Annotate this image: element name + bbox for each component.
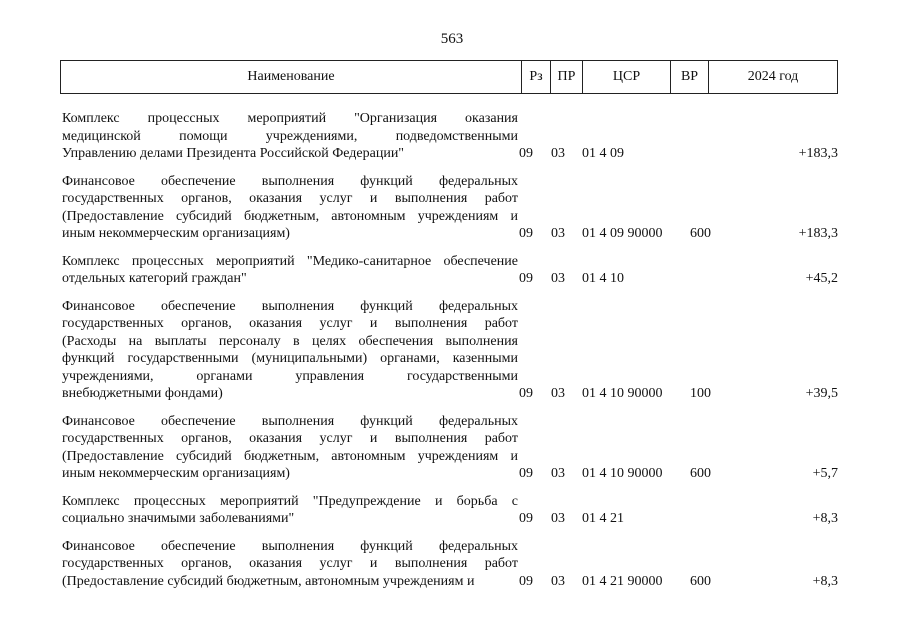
row-values xyxy=(62,465,838,483)
row-name-line: функций государственными (муниципальными) органами, казенными xyxy=(62,351,518,366)
row-name-line: (Предоставление субсидий бюджетным, автономным учреждениям и xyxy=(62,448,518,464)
row-csr: 01 4 21 xyxy=(582,511,624,526)
row-rz: 09 xyxy=(519,386,533,401)
table-header xyxy=(60,60,838,94)
table-row xyxy=(62,538,838,591)
row-name-line: государственных органов, оказания услуг и выполнения работ xyxy=(62,431,518,446)
row-amount: +8,3 xyxy=(812,573,838,589)
row-pr: 03 xyxy=(551,146,565,161)
row-name-line: медицинской помощи учреждениями, подведомственными xyxy=(62,128,518,144)
header-name: Наименование xyxy=(247,69,335,84)
row-csr: 01 4 21 90000 xyxy=(582,573,663,589)
row-name-line: Финансовое обеспечение выполнения функций федеральных xyxy=(62,298,518,314)
row-pr: 03 xyxy=(551,386,565,401)
row-vr: 600 xyxy=(690,226,711,241)
row-csr: 01 4 09 xyxy=(582,146,624,161)
row-values xyxy=(62,270,838,288)
header-vr: ВР xyxy=(670,61,708,93)
row-name-line: Финансовое обеспечение выполнения функций федеральных xyxy=(62,538,518,554)
table-row xyxy=(62,253,838,288)
row-rz: 09 xyxy=(519,511,533,526)
row-name-line: государственных органов, оказания услуг и выполнения работ xyxy=(62,191,518,206)
table-row xyxy=(62,413,838,483)
row-name-line: социально значимыми заболеваниями" xyxy=(62,511,295,526)
row-rz: 09 xyxy=(519,271,533,286)
row-name-line: отдельных категорий граждан" xyxy=(62,271,247,286)
row-vr: 600 xyxy=(690,573,711,589)
row-name-line: иным некоммерческим организациям) xyxy=(62,466,290,481)
row-pr: 03 xyxy=(551,226,565,241)
header-year: 2024 год xyxy=(708,61,837,93)
row-name-line: государственных органов, оказания услуг и выполнения работ xyxy=(62,556,518,571)
row-name-line: Комплекс процессных мероприятий "Организация оказания xyxy=(62,111,518,126)
row-vr: 600 xyxy=(690,466,711,481)
header-pr: ПР xyxy=(550,61,582,93)
row-name-line: (Предоставление субсидий бюджетным, автономным учреждениям и xyxy=(62,573,475,589)
row-name-line: Управлению делами Президента Российской Федерации" xyxy=(62,146,405,161)
table-row xyxy=(62,298,838,403)
table-row xyxy=(62,110,838,163)
row-csr: 01 4 10 90000 xyxy=(582,386,663,401)
row-rz: 09 xyxy=(519,573,533,589)
row-name-line: Финансовое обеспечение выполнения функций федеральных xyxy=(62,413,518,429)
row-amount: +39,5 xyxy=(805,386,838,401)
row-rz: 09 xyxy=(519,226,533,241)
row-values xyxy=(62,225,838,243)
row-name-line: государственных органов, оказания услуг и выполнения работ xyxy=(62,316,518,331)
row-amount: +183,3 xyxy=(798,226,838,241)
header-rz: Рз xyxy=(521,61,550,93)
row-name-line: Финансовое обеспечение выполнения функций федеральных xyxy=(62,173,518,189)
row-name-line: Комплекс процессных мероприятий "Предупреждение и борьба с xyxy=(62,493,518,509)
row-pr: 03 xyxy=(551,271,565,286)
row-name-line: внебюджетными фондами) xyxy=(62,386,223,401)
row-csr: 01 4 09 90000 xyxy=(582,226,663,241)
header-csr: ЦСР xyxy=(582,61,670,93)
row-values xyxy=(62,510,838,528)
row-amount: +5,7 xyxy=(812,466,838,481)
row-csr: 01 4 10 90000 xyxy=(582,466,663,481)
row-vr: 100 xyxy=(690,386,711,401)
row-name-line: (Предоставление субсидий бюджетным, автономным учреждениям и xyxy=(62,208,518,224)
row-pr: 03 xyxy=(551,511,565,526)
row-amount: +8,3 xyxy=(812,511,838,526)
row-rz: 09 xyxy=(519,466,533,481)
row-amount: +45,2 xyxy=(805,271,838,286)
row-name-line: (Расходы на выплаты персоналу в целях обеспечения выполнения xyxy=(62,333,518,349)
row-values xyxy=(62,145,838,163)
page-number: 563 xyxy=(440,31,464,47)
row-rz: 09 xyxy=(519,146,533,161)
table-row xyxy=(62,173,838,243)
row-name-line: иным некоммерческим организациям) xyxy=(62,226,290,241)
table-row xyxy=(62,493,838,528)
row-values xyxy=(62,385,838,403)
row-name-line: учреждениями, органами управления государственными xyxy=(62,368,518,384)
row-name-line: Комплекс процессных мероприятий "Медико-санитарное обеспечение xyxy=(62,253,518,269)
row-csr: 01 4 10 xyxy=(582,271,624,286)
table-body xyxy=(62,110,838,600)
row-amount: +183,3 xyxy=(798,146,838,161)
row-values xyxy=(62,573,838,591)
row-pr: 03 xyxy=(551,466,565,481)
row-pr: 03 xyxy=(551,573,565,589)
